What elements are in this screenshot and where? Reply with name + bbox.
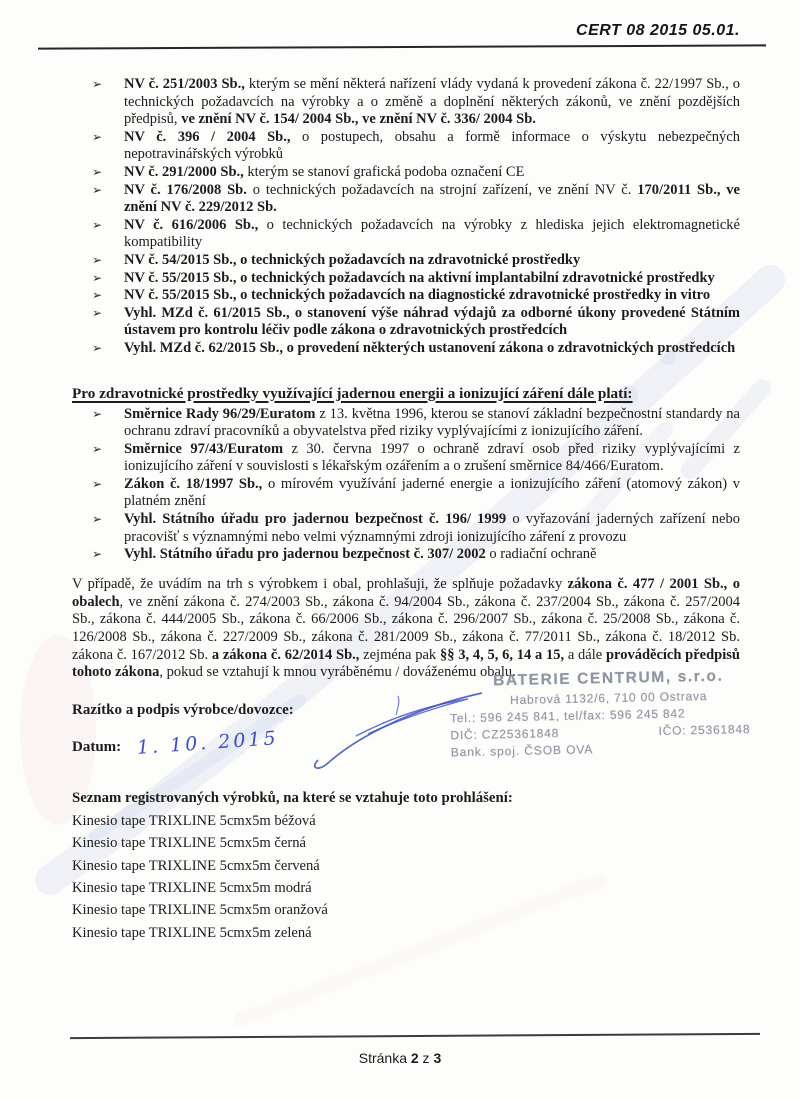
list-item-text: [72, 902, 328, 918]
text-segment: NV č. 396 / 2004 Sb.,: [124, 128, 291, 145]
regulation-item: [72, 270, 740, 288]
text-segment: z 30. června 1997 o ochraně zdraví osob před riziky vyplývajícími z ionizujícího záření v souvislosti s lékařským ozářením a o zrušení směrnice 84/466/Euratom.: [124, 440, 740, 475]
list-item-text: [124, 340, 735, 356]
arrow-bullet-icon: ➢: [92, 217, 103, 232]
list-item-text: [124, 270, 715, 286]
date-label: Datum:: [72, 739, 122, 756]
regulation-item: [72, 252, 740, 270]
regulation-item: [72, 182, 740, 217]
list-item-text: [124, 305, 740, 339]
text-segment: o vyřazování jaderných zařízení nebo pracovišť s významnými nebo velmi významnými zdroji ionizujícího záření z provozu: [124, 511, 740, 545]
text-segment: Stránka: [358, 1050, 411, 1066]
list-item-text: [72, 835, 306, 851]
regulations-list: [72, 76, 740, 358]
arrow-bullet-icon: ➢: [92, 129, 103, 144]
text-segment: NV č. 291/2000 Sb.,: [124, 163, 244, 180]
product-item: [72, 899, 740, 921]
text-segment: Kinesio tape TRIXLINE 5cmx5m oranžová: [72, 902, 328, 919]
products-heading: Seznam registrovaných výrobků, na které se vztahuje toto prohlášení:: [72, 790, 513, 807]
text-segment: NV č. 55/2015 Sb., o technických požadavcích na aktivní implantabilní zdravotnické prostředky: [124, 269, 715, 286]
stamp-signature-label: Razítko a podpis výrobce/dovozce:: [72, 702, 294, 719]
document-body: [72, 76, 751, 944]
regulation-item: [72, 287, 740, 305]
text-segment: zejména pak: [359, 646, 440, 663]
list-item-text: [124, 511, 740, 545]
product-item: [72, 877, 740, 899]
list-item-text: [124, 546, 596, 562]
text-segment: 170/2011 Sb., ve znění NV č. 229/2012 Sb.: [124, 181, 740, 216]
page-number: [0, 1050, 800, 1066]
text-segment: Zákon č. 18/1997 Sb.,: [124, 475, 263, 492]
footer-rule: [70, 1033, 760, 1039]
stamp-bank: Bank. spoj. ČSOB OVA: [450, 742, 594, 760]
arrow-bullet-icon: ➢: [92, 182, 103, 197]
list-item-text: [72, 880, 312, 896]
list-item-text: [124, 441, 740, 475]
list-item-text: [124, 76, 740, 127]
nuclear-item: [72, 476, 740, 511]
handwritten-date: 1. 10. 2015: [136, 727, 280, 759]
regulation-item: [72, 129, 740, 164]
text-segment: NV č. 616/2006 Sb.,: [124, 216, 259, 233]
nuclear-item: [72, 546, 740, 564]
text-segment: a zákona č. 62/2014 Sb.,: [211, 646, 360, 663]
list-item-text: [124, 182, 740, 216]
text-segment: , pokud se vztahují k mnou vyráběnému / dováženému obalu.: [159, 664, 516, 681]
nuclear-list: [72, 406, 740, 564]
text-segment: o mírovém využívání jaderné energie a ionizujícího záření (atomový zákon) v platném znění: [124, 475, 740, 510]
nuclear-item: [72, 441, 740, 476]
text-segment: o postupech, obsahu a formě informace o výskytu nebezpečných nepotravinářských výrobků: [124, 128, 740, 163]
list-item-text: [72, 925, 312, 941]
company-stamp: [443, 667, 775, 760]
text-segment: z: [418, 1050, 434, 1066]
nuclear-item: [72, 406, 740, 441]
arrow-bullet-icon: ➢: [92, 270, 103, 285]
header-rule: [38, 44, 766, 49]
products-section: [72, 788, 740, 944]
text-segment: Vyhl. Státního úřadu pro jadernou bezpečnost č. 196/ 1999: [124, 511, 507, 528]
arrow-bullet-icon: ➢: [92, 252, 103, 267]
text-segment: Směrnice Rady 96/29/Euratom: [124, 405, 316, 422]
list-item-text: [124, 287, 710, 303]
text-segment: prováděcích předpisů tohoto zákona: [72, 646, 740, 681]
regulation-item: [72, 217, 740, 252]
regulation-item: [72, 340, 740, 358]
text-segment: NV č. 176/2008 Sb.: [124, 181, 247, 198]
text-segment: Směrnice 97/43/Euratom: [124, 440, 284, 457]
text-segment: Vyhl. MZd č. 62/2015 Sb., o provedení některých ustanovení zákona o zdravotnických prostředcích: [124, 339, 736, 356]
arrow-bullet-icon: ➢: [92, 77, 103, 91]
text-segment: Kinesio tape TRIXLINE 5cmx5m červená: [72, 857, 320, 874]
stamp-phone: Tel.: 596 245 841, tel/fax: 596 245 842: [449, 706, 686, 726]
list-item-text: [124, 252, 580, 268]
doc-code: CERT 08 2015 05.01.: [576, 22, 740, 39]
regulation-item: [72, 305, 740, 340]
text-segment: Kinesio tape TRIXLINE 5cmx5m černá: [72, 835, 306, 852]
text-segment: NV č. 251/2003 Sb.,: [124, 76, 245, 92]
text-segment: o technických požadavcích na výrobky z hlediska jejich elektromagnetické kompatibility: [124, 216, 740, 251]
text-segment: NV č. 54/2015 Sb., o technických požadavcích na zdravotnické prostředky: [124, 251, 581, 268]
text-segment: NV č. 55/2015 Sb., o technických požadavcích na diagnostické zdravotnické prostředky in vitro: [124, 287, 711, 304]
text-segment: a dále: [564, 646, 606, 663]
stamp-ico: IČO: 25361848: [658, 722, 751, 739]
text-segment: V případě, že uvádím na trh s výrobkem i obal, prohlašuji, že splňuje požadavky: [72, 575, 568, 592]
text-segment: , ve znění zákona č. 274/2003 Sb., zákona č. 94/2004 Sb., zákona č. 237/2004 Sb., zákona č. 257/2004 Sb., zákona č. 444/2005 Sb., zákona č. 66/2006 Sb., zákona č. 296/2007 Sb., zákona č. 25/2008 Sb., zákona č. 126/2008 Sb., zákona č. 227/2009 Sb., zákona č. 281/2009 Sb., zákona č. 77/2011 Sb., zákona č. 18/2012 Sb. zákona č. 167/2012 Sb.: [72, 593, 740, 663]
text-segment: Kinesio tape TRIXLINE 5cmx5m modrá: [72, 879, 312, 896]
product-item: [72, 855, 740, 877]
text-segment: 3: [433, 1050, 442, 1066]
text-segment: Kinesio tape TRIXLINE 5cmx5m béžová: [72, 813, 316, 830]
stamp-dic: DIČ: CZ25361848: [450, 726, 560, 743]
list-item-text: [124, 217, 740, 251]
regulation-item: [72, 76, 740, 129]
arrow-bullet-icon: ➢: [92, 441, 103, 456]
stamp-address: Habrová 1132/6, 710 00 Ostrava: [509, 689, 708, 708]
text-segment: Vyhl. MZd č. 61/2015 Sb., o stanovení výše náhrad výdajů za odborné úkony provedené Státním ústavem pro kontrolu léčiv podle zákona o zdravotnických prostředcích: [124, 304, 740, 339]
nuclear-section-heading: Pro zdravotnické prostředky využívající jadernou energii a ionizující záření dále platí:: [72, 384, 633, 402]
arrow-bullet-icon: ➢: [92, 547, 103, 562]
text-segment: o radiační ochraně: [485, 546, 597, 563]
arrow-bullet-icon: ➢: [92, 512, 103, 527]
text-segment: ve znění NV č. 154/ 2004 Sb., ve znění NV č. 336/ 2004 Sb.: [181, 111, 536, 128]
product-item: [72, 810, 740, 832]
text-segment: Vyhl. Státního úřadu pro jadernou bezpečnost č. 307/ 2002: [124, 546, 486, 563]
text-segment: o technických požadavcích na strojní zařízení, ve znění NV č.: [246, 181, 638, 198]
arrow-bullet-icon: ➢: [92, 476, 103, 491]
nuclear-item: [72, 511, 740, 546]
product-item: [72, 922, 740, 944]
text-segment: zákona č. 477 / 2001 Sb., o obalech: [72, 575, 740, 610]
products-list: [72, 810, 740, 944]
date-row: [72, 727, 280, 759]
text-segment: kterým se stanoví grafická podoba označení CE: [243, 163, 525, 180]
arrow-bullet-icon: ➢: [92, 164, 103, 179]
list-item-text: [124, 476, 740, 510]
packaging-paragraph: [72, 576, 740, 682]
text-segment: §§ 3, 4, 5, 6, 14 a 15,: [439, 646, 565, 663]
text-segment: z 13. května 1996, kterou se stanoví základní bezpečnostní standardy na ochranu zdraví pracovníků a obyvatelstva před riziky vyplývajícími z ionizujícího záření.: [124, 405, 740, 440]
text-segment: Kinesio tape TRIXLINE 5cmx5m zelená: [72, 924, 312, 941]
list-item-text: [124, 164, 524, 180]
arrow-bullet-icon: ➢: [92, 305, 103, 320]
arrow-bullet-icon: ➢: [92, 288, 103, 303]
product-item: [72, 832, 740, 854]
arrow-bullet-icon: ➢: [92, 340, 103, 355]
regulation-item: [72, 164, 740, 182]
arrow-bullet-icon: ➢: [92, 406, 103, 421]
list-item-text: [124, 129, 740, 163]
stamp-company-name: BATERIE CENTRUM, s.r.o.: [492, 667, 724, 690]
list-item-text: [72, 858, 320, 874]
text-segment: kterým se mění některá nařízení vlády vydaná k provedení zákona č. 22/1997 Sb., o technických požadavcích na výrobky a o změně a doplnění některých zákonů, ve znění pozdějších předpisů,: [124, 76, 740, 128]
list-item-text: [124, 406, 740, 440]
text-segment: 2: [410, 1050, 419, 1066]
list-item-text: [72, 813, 316, 829]
